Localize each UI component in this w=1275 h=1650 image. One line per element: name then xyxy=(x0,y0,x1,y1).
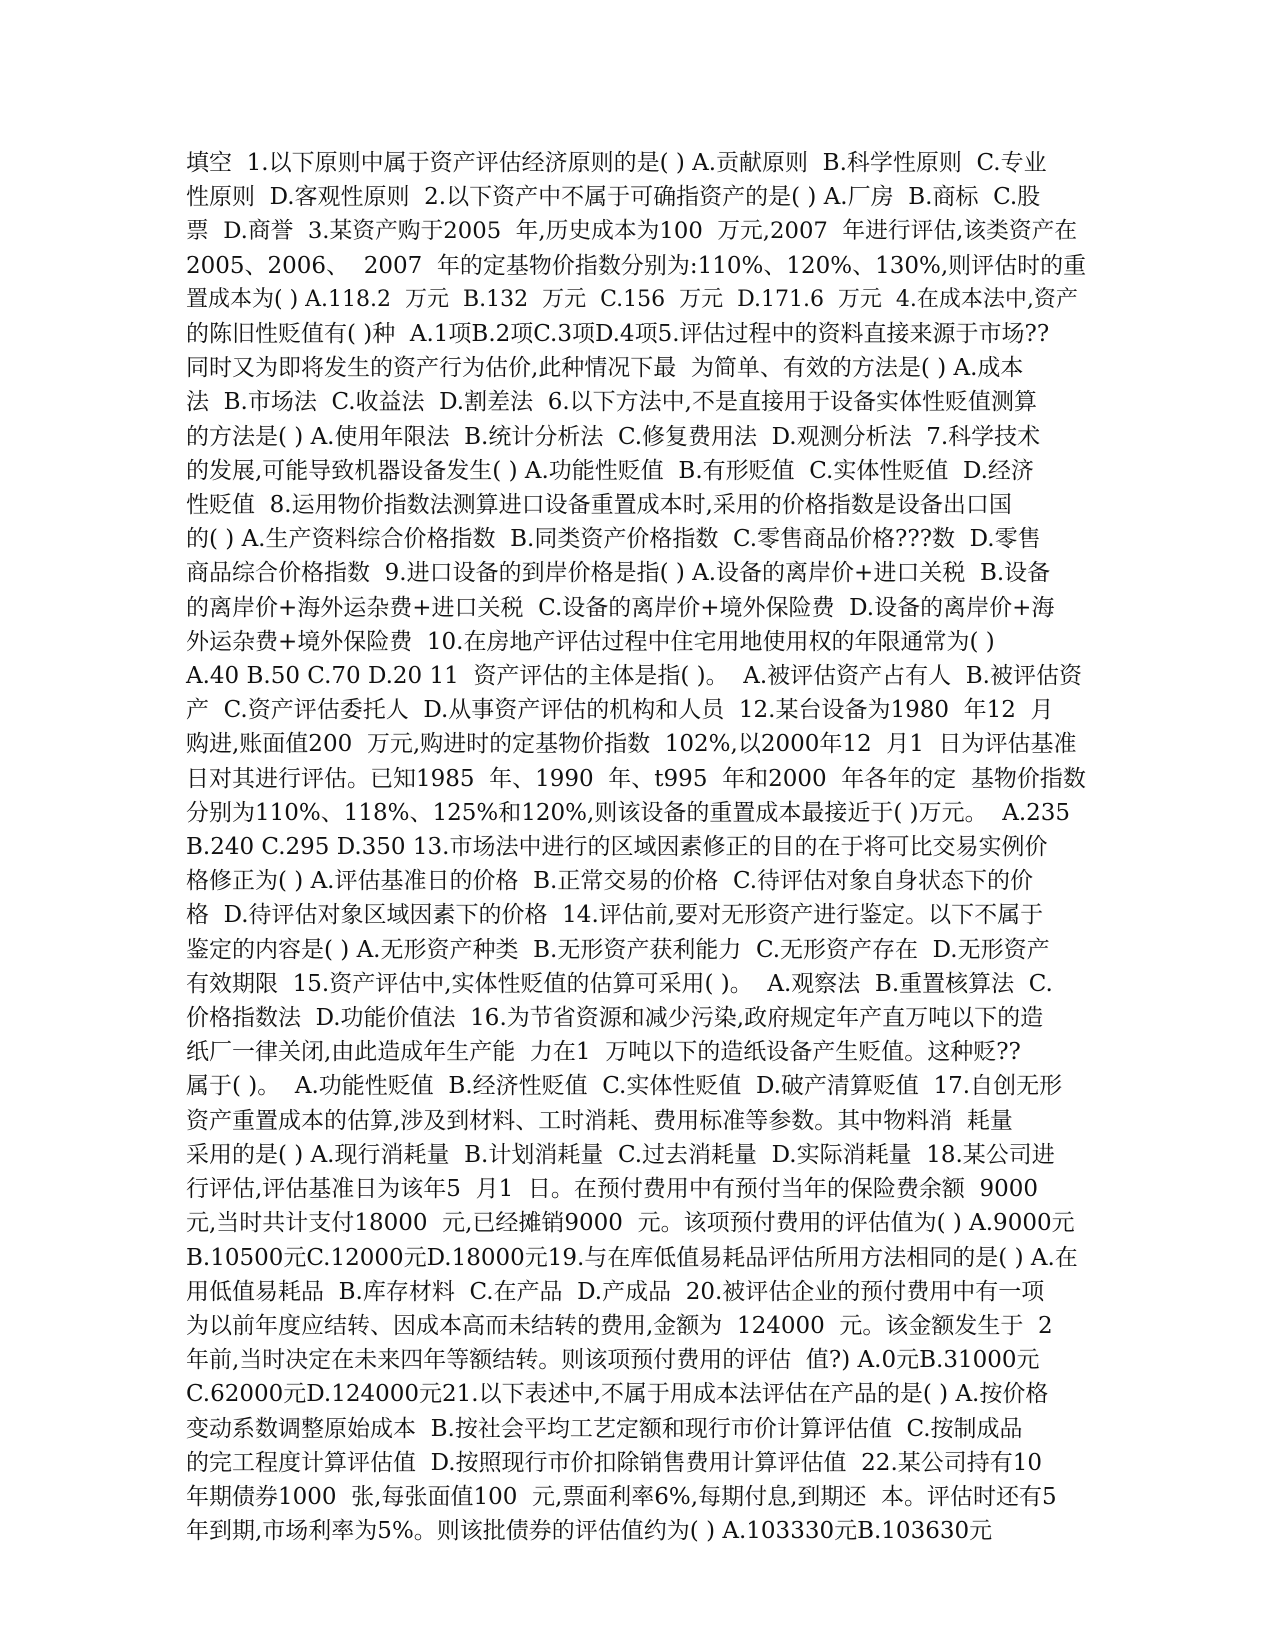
text-line: 属于( )。 A.功能性贬值 B.经济性贬值 C.实体性贬值 D.破产清算贬值 17.自创无形 xyxy=(186,1073,1063,1100)
text-line: 的陈旧性贬值有( )种 A.1项B.2项C.3项D.4项5.评估过程中的资料直接来源于市场?? xyxy=(186,321,1050,348)
text-line: 采用的是( ) A.现行消耗量 B.计划消耗量 C.过去消耗量 D.实际消耗量 18.某公司进 xyxy=(186,1141,1055,1168)
text-line: 为以前年度应结转、因成本高而未结转的费用,金额为 124000 元。该金额发生于 2 xyxy=(186,1312,1053,1339)
text-line: 有效期限 15.资产评估中,实体性贬值的估算可采用( )。 A.观察法 B.重置核算法 C. xyxy=(186,970,1053,997)
text-line: 分别为110%、118%、125%和120%,则该设备的重置成本最接近于( )万元。 A.235 xyxy=(186,799,1071,826)
text-line: 日对其进行评估。已知1985 年、1990 年、t995 年和2000 年各年的定 基物价指数 xyxy=(186,765,1086,792)
text-line: 商品综合价格指数 9.进口设备的到岸价格是指( ) A.设备的离岸价+进口关税 B.设备 xyxy=(186,560,1051,587)
text-line: 购进,账面值200 万元,购进时的定基物价指数 102%,以2000年12 月1 日为评估基准 xyxy=(186,731,1077,758)
text-line: 纸厂一律关闭,由此造成年生产能 力在1 万吨以下的造纸设备产生贬值。这种贬?? xyxy=(186,1039,1021,1066)
text-line: 外运杂费+境外保险费 10.在房地产评估过程中住宅用地使用权的年限通常为( ) xyxy=(186,628,995,655)
text-line: 行评估,评估基准日为该年5 月1 日。在预付费用中有预付当年的保险费余额 9000 xyxy=(186,1176,1038,1203)
text-line: 格 D.待评估对象区域因素下的价格 14.评估前,要对无形资产进行鉴定。以下不属于 xyxy=(186,902,1044,929)
text-line: 性原则 D.客观性原则 2.以下资产中不属于可确指资产的是( ) A.厂房 B.商标 C.股 xyxy=(186,184,1041,211)
text-line: 填空 1.以下原则中属于资产评估经济原则的是( ) A.贡献原则 B.科学性原则 C.专业 xyxy=(186,150,1047,176)
text-line: 产 C.资产评估委托人 D.从事资产评估的机构和人员 12.某台设备为1980 年12 月 xyxy=(186,697,1054,724)
text-line: 的( ) A.生产资料综合价格指数 B.同类资产价格指数 C.零售商品价格???数 D.零售 xyxy=(186,526,1041,553)
text-line: 置成本为( ) A.118.2 万元 B.132 万元 C.156 万元 D.171.6 万元 4.在成本法中,资产 xyxy=(186,286,1078,312)
text-line: 元,当时共计支付18000 元,已经摊销9000 元。该项预付费用的评估值为( ) A.9000元 xyxy=(186,1210,1075,1237)
text-line: 格修正为( ) A.评估基准日的价格 B.正常交易的价格 C.待评估对象自身状态下的价 xyxy=(186,868,1034,895)
text-line: 年前,当时决定在未来四年等额结转。则该项预付费用的评估 值?) A.0元B.31000元 xyxy=(186,1347,1040,1374)
text-line: 票 D.商誉 3.某资产购于2005 年,历史成本为100 万元,2007 年进行评估,该类资产在 xyxy=(186,218,1078,245)
document-body-text xyxy=(186,146,1086,1548)
text-line: 同时又为即将发生的资产行为估价,此种情况下最 为简单、有效的方法是( ) A.成本 xyxy=(186,355,1024,382)
text-line: 的完工程度计算评估值 D.按照现行市价扣除销售费用计算评估值 22.某公司持有10 xyxy=(186,1449,1043,1476)
text-line: 的发展,可能导致机器设备发生( ) A.功能性贬值 B.有形贬值 C.实体性贬值 D.经济 xyxy=(186,457,1034,484)
text-line: 2005、2006、 2007 年的定基物价指数分别为:110%、120%、130%,则评估时的重 xyxy=(186,252,1087,279)
text-line: 年期债券1000 张,每张面值100 元,票面利率6%,每期付息,到期还 本。评估时还有5 xyxy=(186,1483,1057,1510)
text-line: 法 B.市场法 C.收益法 D.割差法 6.以下方法中,不是直接用于设备实体性贬值测算 xyxy=(186,389,1037,416)
text-line: A.40 B.50 C.70 D.20 11 资产评估的主体是指( )。 A.被评估资产占有人 B.被评估资 xyxy=(186,663,1082,690)
text-line: 价格指数法 D.功能价值法 16.为节省资源和减少污染,政府规定年产直万吨以下的造 xyxy=(186,1005,1044,1032)
text-line: 年到期,市场利率为5%。则该批债券的评估值约为( ) A.103330元B.103630元 xyxy=(186,1518,993,1545)
text-line: 变动系数调整原始成本 B.按社会平均工艺定额和现行市价计算评估值 C.按制成品 xyxy=(186,1415,1023,1442)
text-line: 资产重置成本的估算,涉及到材料、工时消耗、费用标准等参数。其中物料消 耗量 xyxy=(186,1107,1013,1134)
text-line: B.10500元C.12000元D.18000元19.与在库低值易耗品评估所用方法相同的是( ) A.在 xyxy=(186,1244,1078,1271)
text-line: 的离岸价+海外运杂费+进口关税 C.设备的离岸价+境外保险费 D.设备的离岸价+海 xyxy=(186,594,1055,621)
text-line: 鉴定的内容是( ) A.无形资产种类 B.无形资产获利能力 C.无形资产存在 D.无形资产 xyxy=(186,936,1050,963)
text-line: B.240 C.295 D.350 13.市场法中进行的区域因素修正的目的在于将可比交易实例价 xyxy=(186,834,1048,861)
text-line: 的方法是( ) A.使用年限法 B.统计分析法 C.修复费用法 D.观测分析法 7.科学技术 xyxy=(186,423,1041,450)
text-line: C.62000元D.124000元21.以下表述中,不属于用成本法评估在产品的是( ) A.按价格 xyxy=(186,1381,1049,1408)
text-line: 用低值易耗品 B.库存材料 C.在产品 D.产成品 20.被评估企业的预付费用中有一项 xyxy=(186,1278,1045,1305)
text-line: 性贬值 8.运用物价指数法测算进口设备重置成本时,采用的价格指数是设备出口国 xyxy=(186,492,1012,519)
